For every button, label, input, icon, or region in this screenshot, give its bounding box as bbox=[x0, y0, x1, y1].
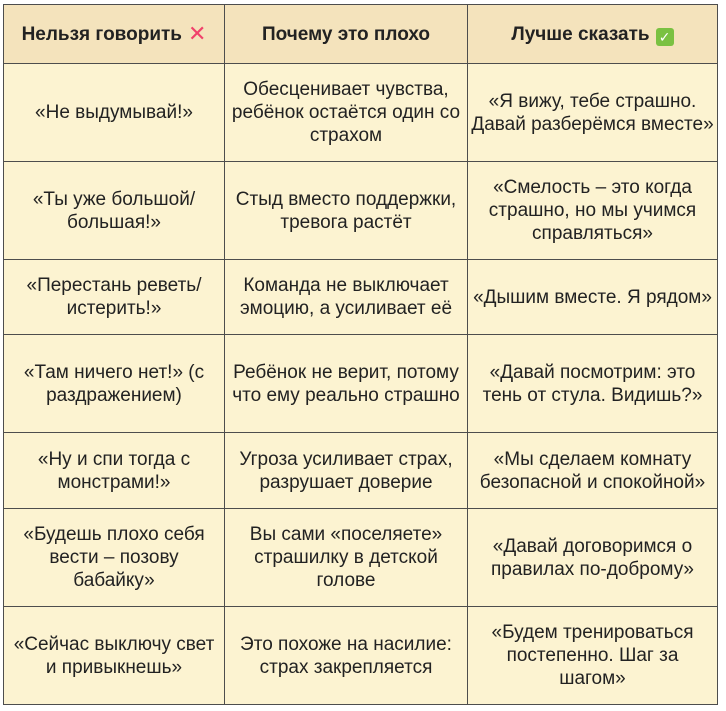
cell-why-bad: Команда не выключает эмоцию, а усиливает её bbox=[225, 260, 468, 335]
cell-better-say: «Давай договоримся о правилах по-доброму» bbox=[468, 509, 718, 607]
cell-dont-say: «Ну и спи тогда с монстрами!» bbox=[4, 433, 225, 509]
cell-dont-say: «Будешь плохо себя вести – позову бабайку» bbox=[4, 509, 225, 607]
cell-dont-say: «Там ничего нет!» (с раздражением) bbox=[4, 335, 225, 433]
header-label: Нельзя говорить bbox=[21, 24, 182, 45]
cell-dont-say: «Не выдумывай!» bbox=[4, 64, 225, 162]
cell-dont-say: «Ты уже большой/ большая!» bbox=[4, 162, 225, 260]
header-row bbox=[4, 5, 718, 64]
cell-why-bad: Вы сами «поселяете» страшилку в детской голове bbox=[225, 509, 468, 607]
header-why-bad bbox=[225, 5, 468, 64]
cell-better-say: «Смелость – это когда страшно, но мы учимся справляться» bbox=[468, 162, 718, 260]
phrases-table bbox=[3, 4, 718, 705]
cell-why-bad: Угроза усиливает страх, разрушает доверие bbox=[225, 433, 468, 509]
table-row bbox=[4, 260, 718, 335]
header-dont-say bbox=[4, 5, 225, 64]
cell-why-bad: Это похоже на насилие: страх закрепляется bbox=[225, 607, 468, 705]
cell-better-say: «Будем тренироваться постепенно. Шаг за шагом» bbox=[468, 607, 718, 705]
cell-better-say: «Мы сделаем комнату безопасной и спокойной» bbox=[468, 433, 718, 509]
cell-why-bad: Ребёнок не верит, потому что ему реально страшно bbox=[225, 335, 468, 433]
table-row bbox=[4, 64, 718, 162]
header-label: Почему это плохо bbox=[261, 23, 431, 45]
cell-why-bad: Стыд вместо поддержки, тревога растёт bbox=[225, 162, 468, 260]
cross-mark-icon: ✕ bbox=[188, 21, 207, 46]
table-row bbox=[4, 335, 718, 433]
table-row bbox=[4, 162, 718, 260]
cell-better-say: «Дышим вместе. Я рядом» bbox=[468, 260, 718, 335]
cell-dont-say: «Сейчас выключу свет и привыкнешь» bbox=[4, 607, 225, 705]
table-row bbox=[4, 433, 718, 509]
cell-better-say: «Давай посмотрим: это тень от стула. Видишь?» bbox=[468, 335, 718, 433]
header-label: Лучше сказать bbox=[511, 23, 650, 45]
header-better-say bbox=[468, 5, 718, 64]
cell-better-say: «Я вижу, тебе страшно. Давай разберёмся вместе» bbox=[468, 64, 718, 162]
table-row bbox=[4, 509, 718, 607]
check-mark-icon: ✓ bbox=[656, 28, 674, 46]
cell-why-bad: Обесценивает чувства, ребёнок остаётся один со страхом bbox=[225, 64, 468, 162]
cell-dont-say: «Перестань реветь/ истерить!» bbox=[4, 260, 225, 335]
table-row bbox=[4, 607, 718, 705]
